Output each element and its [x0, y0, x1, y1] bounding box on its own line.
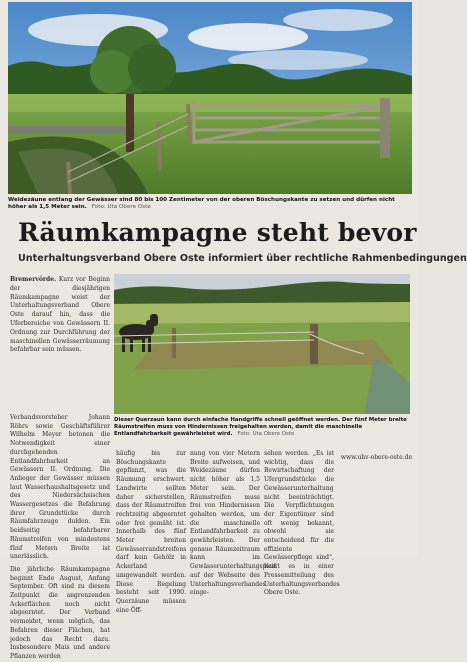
dateline: Bremervörde.	[10, 276, 57, 283]
article-subheadline: Unterhaltungsverband Obere Oste informiert über rechtliche Rahmenbedingungen	[18, 253, 467, 264]
top-caption-text: Weidezäune entlang der Gewässer sind 80 bis 100 Zentimeter von der oberen Böschungskante zu setzen und dürfen nicht höher als 1,5 Meter sein.	[8, 197, 395, 210]
middle-photo-caption	[114, 417, 412, 438]
intro-text: Kurz vor Beginn der diesjährigen Räumkampagne weist der Unterhaltungsverband Obere Oste darauf hin, dass die Uferbereiche von Gewässern II. Ordnung zur Durchführung der maschinellen Gewässerräumung befahrbar sein müssen.	[10, 276, 110, 354]
column-3-text: nung von vier Metern Breite aufweisen, und Weidezäune dürfen nicht höher als 1,5 Meter sein. Der Räumstreifen muss frei von Hindernissen gehalten werden, um die maschinelle Entlandfahrbarkeit zu gewährleisten. Der genaue Räumzeitraum kann im Gewässerunterhaltungsplan auf der Webseite des Unterhaltungsverbandes einge-	[190, 450, 276, 597]
paragraph-2: Verbandsvorsteher Johann Röhrs sowie Geschäftsführer Wilhelm Meyer betonen die Notwendigkeit einer durchgehenden Entlandfahrbarkeit an Gewässern II. Ordnung. Die Anlieger der Gewässer müssen laut Wasserhaushaltsgesetz und des Niedersächsischen Wassergesetzes die Befahrung ihrer Grundstücke durch Räumfahrzeuge dulden. Ein beidseitig befahrbarer Räumstreifen von mindestens fünf Metern Breite ist unerlässlich.	[10, 414, 110, 561]
article-column-3	[190, 450, 276, 597]
article-headline: Räumkampagne steht bevor	[18, 218, 417, 247]
article-column-1-lower	[10, 414, 110, 660]
column-2-text: häufig bis zur Böschungskante gepflanzt, was die Räumung erschwert. Landwirte sollten daher sicherstellen, dass der Räumstreifen rechtzeitig abgeerntet oder frei gemäht ist. Innerhalb des fünf Meter breiten Gewässerrandstreifens darf kein Gehölz in Ackerland umgewandelt werden. Diese Regelung besteht seit 1990. Querzäune müssen eine Öff-	[116, 450, 187, 614]
top-photo-pasture-fence	[8, 2, 412, 194]
top-photo-caption	[8, 197, 412, 211]
article-column-4	[264, 450, 340, 597]
paragraph-3: Die jährliche Räumkampagne beginnt Ende August, Anfang September. Oft sind zu diesem Zeitpunkt die angrenzenden Ackerflächen noch nicht abgeerntet. Der Verband vermeidet, wenn möglich, das Befahren dieser Flächen, hat jedoch das Recht dazu. Insbesondere Mais und andere Pflanzen werden	[10, 565, 110, 660]
mid-caption-credit: Foto: Uta Obere Oste	[237, 431, 295, 437]
mid-caption-text: Dieser Querzaun kann durch einfache Handgriffe schnell geöffnet werden. Der fünf Meter breite Räumstreifen muss von Hindernissen freigehalten werden, damit die maschinelle Entlandfahrbarkeit gewährleistet wird.	[114, 417, 407, 437]
intro-paragraph	[10, 276, 110, 355]
website-url[interactable]: www.uhv-obere-oste.de	[340, 454, 412, 461]
column-4-text: sehen werden. „Es ist wichtig, dass die Bewirtschaftung der Ufergrundstücke die Gewässerunterhaltung nicht beeinträchtigt. Die Verpflichtungen der Eigentümer sind oft wenig bekannt, obwohl sie entscheidend für die effiziente Gewässerpflege sind“, heißt es in einer Pressemitteilung des Unterhaltungsverbandes Obere Oste.	[264, 450, 340, 597]
article-column-5	[338, 450, 412, 556]
top-caption-credit: Foto: Uta Obere Oste	[91, 204, 151, 210]
article-column-1-upper	[10, 276, 110, 360]
article-column-2	[116, 450, 187, 614]
middle-photo-field-horse	[114, 274, 410, 414]
